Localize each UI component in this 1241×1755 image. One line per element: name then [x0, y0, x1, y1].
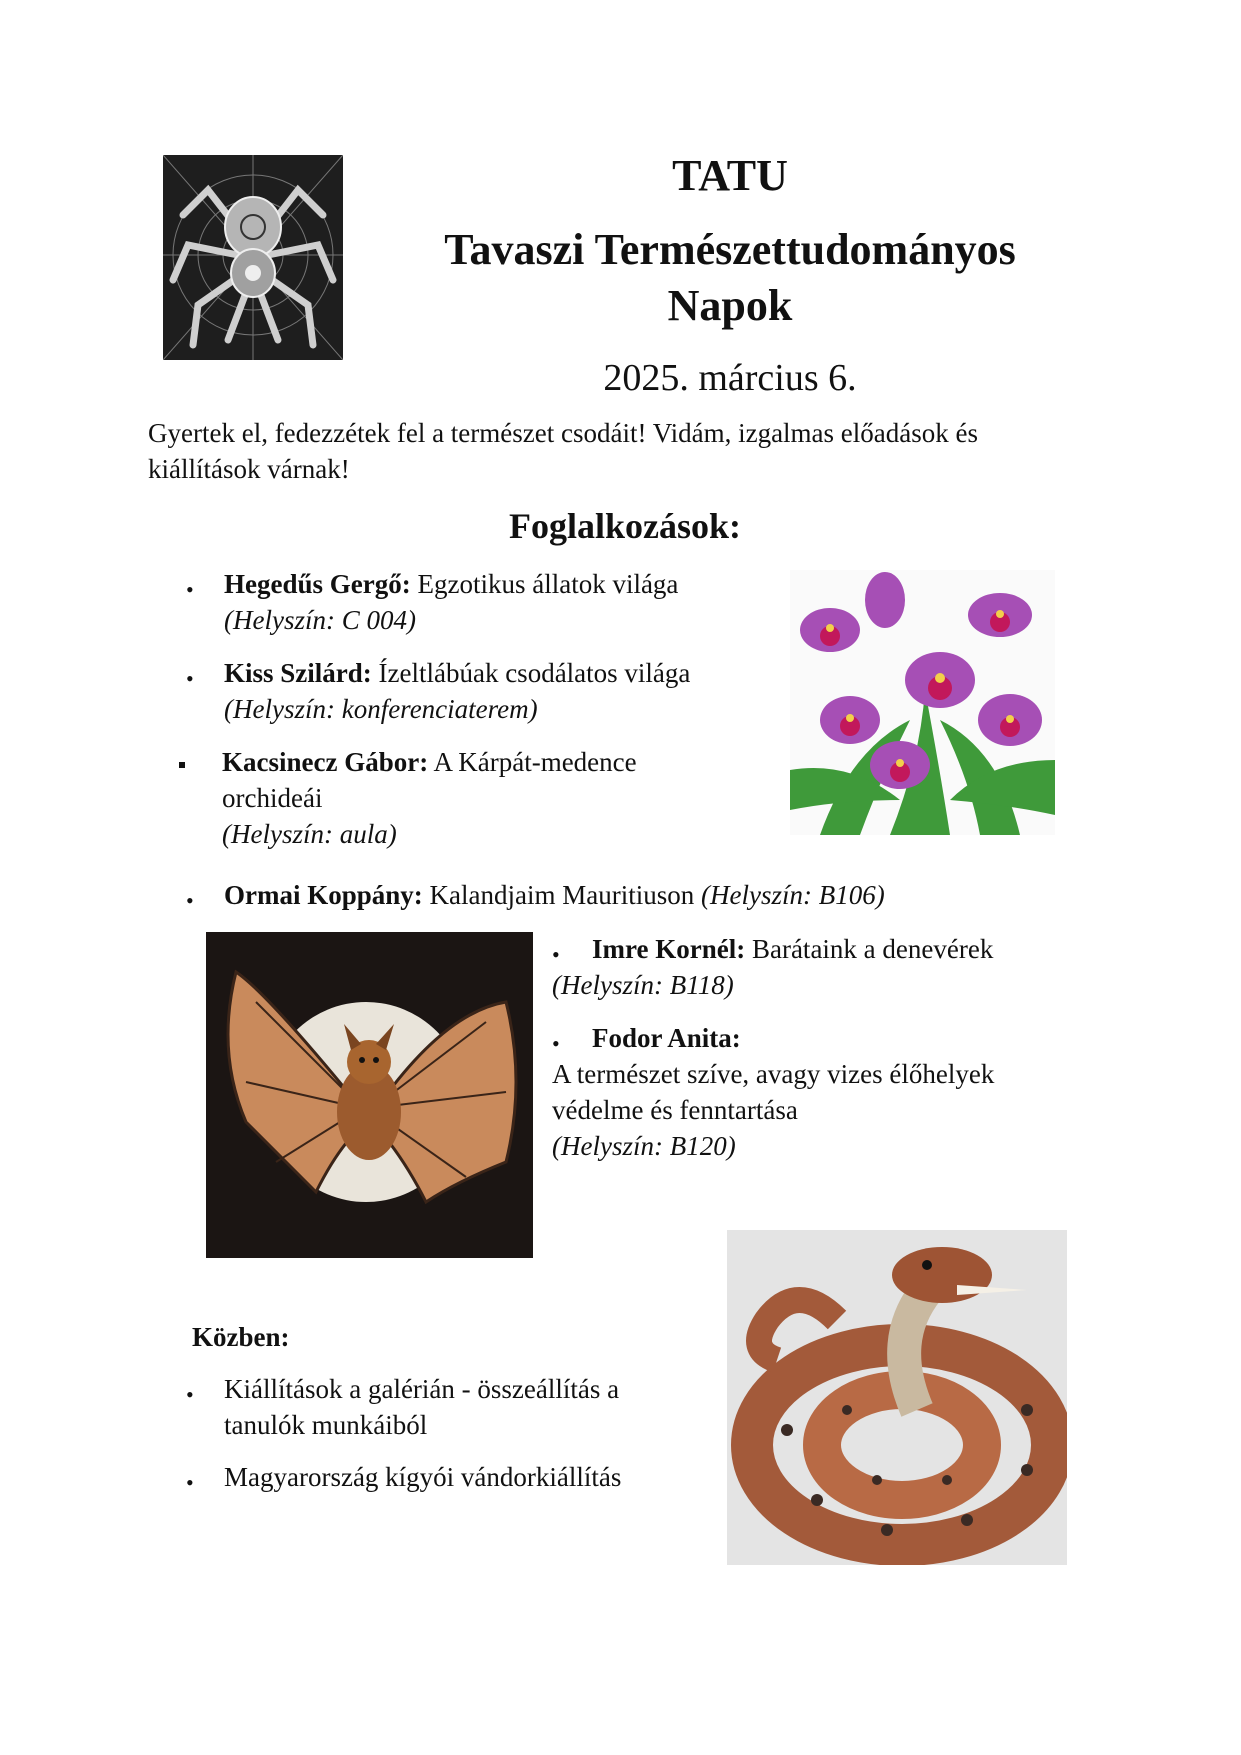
snake-image: [727, 1230, 1067, 1565]
meanwhile-item: [224, 1459, 704, 1495]
bullet-icon: •: [186, 1470, 194, 1495]
session-item: [224, 877, 1024, 913]
meanwhile-title: Közben:: [192, 1322, 290, 1352]
session-topic: A természet szíve, avagy vizes élőhelyek: [552, 1059, 995, 1089]
speaker-name: Hegedűs Gergő:: [224, 569, 411, 599]
bullet-icon: •: [186, 577, 194, 602]
session-location: (Helyszín: C 004): [224, 605, 416, 635]
bullet-icon: •: [186, 1382, 194, 1407]
orchid-image: [790, 570, 1055, 835]
square-bullet-icon: [179, 762, 185, 768]
session-location: (Helyszín: B120): [552, 1131, 736, 1161]
section-title: Foglalkozások:: [508, 506, 741, 546]
bullet-icon: •: [186, 888, 194, 913]
session-item: [552, 931, 1072, 1003]
page-title: [420, 222, 1040, 334]
title-line-2: Napok: [667, 281, 793, 330]
session-topic: Barátaink a denevérek: [745, 934, 994, 964]
bullet-icon: •: [552, 942, 560, 967]
meanwhile-text: Kiállítások a galérián - összeállítás a: [224, 1374, 620, 1404]
session-topic-cont: védelme és fenntartása: [552, 1095, 798, 1125]
title-line-1: Tavaszi Természettudományos: [444, 225, 1016, 274]
session-topic: Egzotikus állatok világa: [410, 569, 679, 599]
speaker-name: Ormai Koppány:: [224, 880, 423, 910]
session-location: (Helyszín: B106): [700, 880, 885, 910]
session-item: [552, 1020, 1072, 1164]
bullet-icon: •: [552, 1031, 560, 1056]
event-date: 2025. március 6.: [603, 357, 857, 399]
session-topic-cont: orchideái: [222, 783, 323, 813]
session-topic: Kalandjaim Mauritiuson: [422, 880, 701, 910]
speaker-name: Imre Kornél:: [592, 934, 746, 964]
session-location: (Helyszín: B118): [552, 970, 734, 1000]
meanwhile-item: [224, 1371, 704, 1443]
session-topic: Ízeltlábúak csodálatos világa: [371, 658, 691, 688]
bullet-icon: •: [186, 666, 194, 691]
speaker-name: Kacsinecz Gábor:: [222, 747, 429, 777]
meanwhile-text: Magyarország kígyói vándorkiállítás: [224, 1462, 622, 1492]
intro-line-2: kiállítások várnak!: [148, 454, 350, 484]
session-topic: A Kárpát-medence: [428, 747, 637, 777]
bat-image: [206, 932, 533, 1258]
session-location: (Helyszín: konferenciaterem): [224, 694, 538, 724]
speaker-name: Kiss Szilárd:: [224, 658, 372, 688]
intro-line-1: Gyertek el, fedezzétek fel a természet csodáit! Vidám, izgalmas előadások és: [148, 418, 978, 448]
session-location: (Helyszín: aula): [222, 819, 397, 849]
session-item: [224, 566, 784, 638]
acronym-title: TATU: [672, 151, 788, 200]
intro-text: [148, 415, 1068, 487]
spider-image: [163, 155, 343, 360]
session-item: [222, 744, 782, 852]
speaker-name: Fodor Anita:: [592, 1023, 741, 1053]
meanwhile-text-cont: tanulók munkáiból: [224, 1410, 428, 1440]
session-item: [224, 655, 784, 727]
